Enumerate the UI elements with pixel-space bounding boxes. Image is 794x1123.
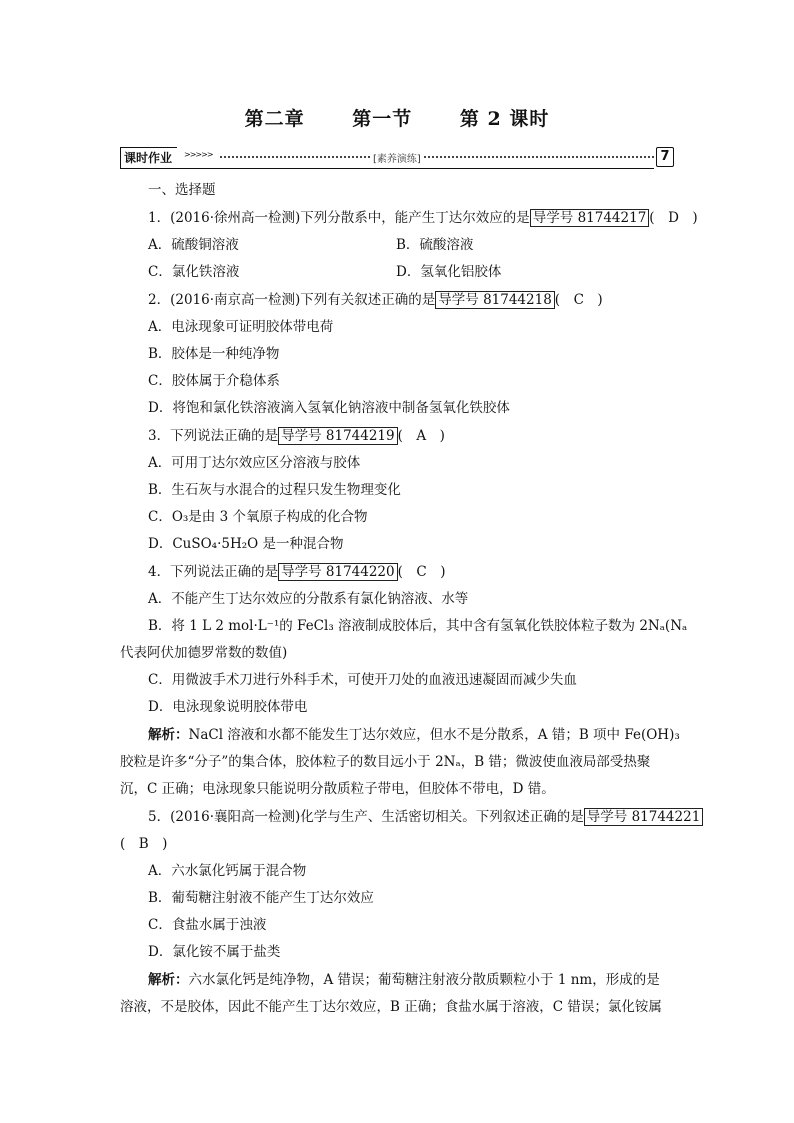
q5-option-b: B．葡萄糖注射液不能产生丁达尔效应 [148, 890, 374, 906]
q2-option-b: B．胶体是一种纯净物 [148, 346, 280, 362]
question-1 [148, 206, 698, 226]
q4-option-c: C．用微波手术刀进行外科手术，可使开刀处的血液迅速凝固而减少失血 [148, 672, 577, 688]
q3-code: 导学号 81744219 [278, 427, 398, 445]
q5-option-d: D．氯化铵不属于盐类 [148, 944, 281, 960]
q4-code: 导学号 81744220 [278, 563, 398, 581]
q3-option-c: C．O₃是由 3 个氧原子构成的化合物 [148, 509, 368, 525]
q4-option-b-line2: 代表阿伏加德罗常数的数值) [120, 645, 288, 661]
q2-option-d: D．将饱和氯化铁溶液滴入氢氧化钠溶液中制备氢氧化铁胶体 [148, 400, 510, 416]
banner-arrows: >>>>> [184, 150, 213, 159]
section-heading: 一、选择题 [148, 182, 216, 198]
q2-code: 导学号 81744218 [435, 291, 555, 309]
q4-answer: ( C ) [397, 564, 446, 580]
q1-code: 导学号 81744217 [530, 209, 650, 227]
q2-option-a: A．电泳现象可证明胶体带电荷 [148, 319, 334, 335]
q4-option-a: A．不能产生丁达尔效应的分散系有氯化钠溶液、水等 [148, 591, 469, 607]
q3-stem: 3．下列说法正确的是 [148, 428, 279, 444]
q4-explanation-text1: NaCl 溶液和水都不能发生丁达尔效应，但水不是分散系，A 错；B 项中 Fe(OH)₃ [188, 727, 680, 743]
page-title [0, 104, 794, 131]
question-2 [148, 288, 603, 308]
q3-option-a: A．可用丁达尔效应区分溶液与胶体 [148, 455, 361, 471]
q1-option-b: B．硫酸溶液 [396, 237, 474, 253]
q4-stem: 4．下列说法正确的是 [148, 564, 279, 580]
q5-option-a: A．六水氯化钙属于混合物 [148, 863, 307, 879]
q4-option-b-line1: B．将 1 L 2 mol·L⁻¹的 FeCl₃ 溶液制成胶体后，其中含有氢氧化铁胶体粒子数为 2Nₐ(Nₐ [148, 618, 688, 634]
q2-answer: ( C ) [554, 292, 603, 308]
banner-number: 7 [656, 147, 674, 167]
homework-banner [120, 147, 676, 169]
q5-explanation-text1: 六水氯化钙是纯净物，A 错误；葡萄糖注射液分散质颗粒小于 1 nm，形成的是 [188, 972, 660, 988]
q3-answer: ( A ) [397, 428, 445, 444]
q4-explanation-label: 解析： [148, 727, 189, 743]
q2-option-c: C．胶体属于介稳体系 [148, 373, 280, 389]
question-4 [148, 560, 445, 580]
q1-option-d: D．氢氧化铝胶体 [396, 264, 502, 280]
q1-option-a: A．硫酸铜溶液 [148, 237, 239, 253]
chapter-label: 第二章 [244, 108, 305, 130]
q5-explanation-label: 解析： [148, 972, 189, 988]
q4-option-d: D．电泳现象说明胶体带电 [148, 699, 308, 715]
banner-rule [120, 168, 654, 169]
q5-option-c: C．食盐水属于浊液 [148, 917, 267, 933]
q5-code: 导学号 81744221 [584, 808, 704, 826]
q3-option-b: B．生石灰与水混合的过程只发生物理变化 [148, 482, 401, 498]
question-5 [148, 805, 703, 825]
q1-answer: ( D ) [649, 210, 698, 226]
banner-dotted-rule [220, 156, 654, 158]
q4-explanation-line2: 胶粒是许多“分子”的集合体，胶体粒子的数目远小于 2Nₐ，B 错；微波使血液局部受热聚 [120, 754, 651, 770]
q5-explanation-line1 [148, 968, 660, 988]
q2-stem: 2．(2016·南京高一检测)下列有关叙述正确的是 [148, 292, 436, 308]
q4-explanation-line3: 沉，C 正确；电泳现象只能说明分散质粒子带电，但胶体不带电，D 错。 [120, 781, 555, 797]
q1-stem: 1．(2016·徐州高一检测)下列分散系中，能产生丁达尔效应的是 [148, 210, 530, 226]
q5-explanation-line2: 溶液，不是胶体，因此不能产生丁达尔效应，B 正确；食盐水属于溶液，C 错误；氯化铵属 [120, 999, 662, 1015]
lesson-label: 第 2 课时 [459, 108, 550, 130]
question-3 [148, 424, 445, 444]
q5-stem: 5．(2016·襄阳高一检测)化学与生产、生活密切相关。下列叙述正确的是 [148, 809, 584, 825]
q1-option-c: C．氯化铁溶液 [148, 264, 240, 280]
banner-middle: [素养演练] [370, 150, 424, 165]
section-label: 第一节 [352, 108, 413, 130]
q4-explanation-line1 [148, 723, 680, 743]
banner-label: 课时作业 [124, 151, 173, 165]
q3-option-d: D．CuSO₄·5H₂O 是一种混合物 [148, 536, 344, 552]
q5-answer: ( B ) [120, 836, 168, 852]
